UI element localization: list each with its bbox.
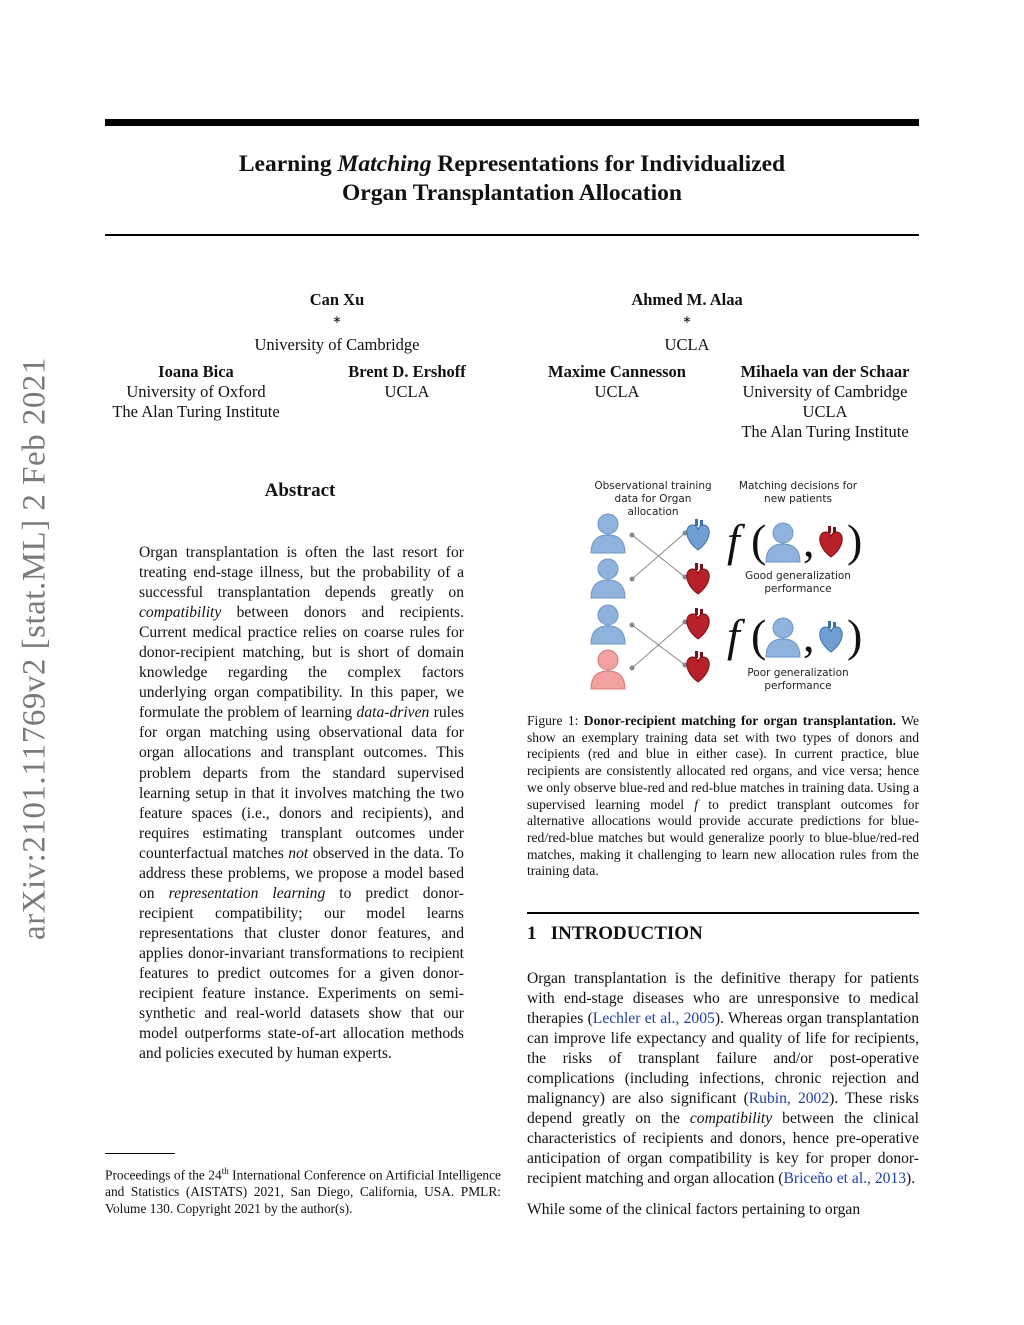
- heart-icon: [687, 563, 709, 594]
- person-icon: [591, 650, 625, 689]
- author-affil: UCLA: [802, 402, 848, 421]
- paper-title: [105, 150, 919, 208]
- abstract-part: Organ transplantation is often the last resort for treating end-stage illness, but the probability of a successful transplantation depends greatly on: [139, 544, 464, 602]
- arxiv-stamp: arXiv:2101.11769v2 [stat.ML] 2 Feb 2021: [16, 357, 53, 940]
- footnote-post: International Conference on Artificial Intelligence and Statistics (AISTATS) 2021, San Diego, California, USA. PMLR: Volume 130. Copyright 2021 by the author(s).: [105, 1167, 501, 1217]
- author-affil: UCLA: [664, 334, 710, 354]
- person-icon: [763, 615, 803, 661]
- title-line1-em: Matching: [337, 151, 432, 177]
- rparen-poor: ): [847, 610, 863, 661]
- abstract-part: rules for organ matching using observational data for organ allocations and transplant outcomes. This problem departs from the standard supervised learning setup in that it involves matching the two feature spaces (i.e., donors and recipients), and requires estimating transplant outcomes under counterfactual matches: [139, 704, 464, 862]
- author-name: Ioana Bica: [158, 362, 234, 381]
- comma-good: ,: [803, 515, 815, 566]
- abstract-part: observed in the data. To address these problems, we propose a model based on: [139, 844, 464, 902]
- caption-label: Figure 1:: [527, 713, 584, 728]
- abstract-em: compatibility: [139, 604, 222, 622]
- author-mark: ∗: [332, 314, 342, 326]
- footnote-sup: th: [221, 1166, 229, 1176]
- footnote: [105, 1163, 501, 1217]
- footnote-pre: Proceedings of the 24: [105, 1167, 222, 1183]
- caption-f: f: [694, 796, 699, 812]
- figure-label-left: Observational training data for Organ allocation: [594, 480, 712, 518]
- connection-lines: [632, 533, 685, 668]
- title-rule-top: [105, 119, 919, 126]
- endpoint-dot: [630, 666, 635, 671]
- author-block-3: [90, 362, 302, 422]
- intro-part: ).: [906, 1170, 916, 1188]
- f-symbol-good: f: [727, 515, 740, 566]
- intro-em: compatibility: [689, 1110, 773, 1128]
- heart-icon: [687, 608, 709, 639]
- author-affil: University of Cambridge: [254, 334, 420, 354]
- caption-text: to predict transplant outcomes for alternative allocations would provide accurate predictions for blue-red/red-blue matches but would generalize poorly to blue-blue/red-red matches, making it challenging to learn new allocation rules from the training data.: [527, 796, 919, 879]
- heart-icon: [687, 519, 709, 550]
- citation-link[interactable]: Lechler et al., 2005: [592, 1010, 715, 1028]
- heart-icon: [815, 522, 847, 562]
- abstract-heading: Abstract: [264, 480, 336, 501]
- caption-text: We show an exemplary training data set with two types of donors and recipients (red and blue in either case). In current practice, blue recipients are consistently allocated red organs, and vice versa; hence we only observe blue-red and red-blue matches in training data. Using a supervised learning model: [527, 713, 919, 812]
- endpoint-dot: [630, 577, 635, 582]
- comma-poor: ,: [803, 610, 815, 661]
- author-block-5: [522, 362, 712, 402]
- author-block-4: [317, 362, 497, 402]
- title-line1-pre: Learning: [238, 151, 338, 177]
- lparen-good: (: [751, 515, 767, 566]
- f-symbol-poor: f: [727, 610, 740, 661]
- training-data-figure: [580, 505, 720, 700]
- match-line: [632, 533, 685, 579]
- title-line2: Organ Transplantation Allocation: [342, 180, 682, 206]
- title-line1-post: Representations for Individualized: [431, 151, 786, 177]
- author-affil: UCLA: [594, 382, 640, 401]
- endpoint-dot: [630, 533, 635, 538]
- abstract-text: [139, 543, 464, 1064]
- author-name: Maxime Cannesson: [548, 362, 686, 381]
- line-endpoints: [630, 531, 688, 671]
- section-heading: 1 INTRODUCTION: [527, 923, 703, 944]
- abstract-em: not: [288, 844, 309, 862]
- intro-paragraph-1: [527, 969, 919, 1190]
- citation-link[interactable]: Rubin, 2002: [748, 1090, 830, 1108]
- label-good-generalization: Good generalization performance: [745, 570, 851, 595]
- author-mark: ∗: [682, 314, 692, 326]
- intro-part: ). Whereas organ transplantation can improve life expectancy and quality of life for recipients, the risks of transplant failure and/or post-operative complications (including infections, chronic rejection and malignancy) are also significant (: [527, 1010, 919, 1108]
- author-affil: University of Oxford: [126, 382, 266, 401]
- heart-icon: [815, 617, 847, 657]
- caption-bold: Donor-recipient matching for organ transplantation.: [583, 713, 897, 728]
- label-poor-generalization: Poor generalization performance: [747, 667, 849, 692]
- title-rule-bottom: [105, 234, 919, 236]
- author-name: Can Xu: [309, 290, 365, 309]
- heart-icon: [687, 651, 709, 682]
- author-affil: University of Cambridge: [742, 382, 908, 401]
- person-icon: [591, 605, 625, 644]
- author-name: Brent D. Ershoff: [348, 362, 466, 381]
- figure-caption: [527, 713, 919, 880]
- intro-part: ). These risks depend greatly on the: [527, 1090, 919, 1128]
- person-icon: [763, 520, 803, 566]
- author-block-6: [718, 362, 932, 442]
- intro-part: Organ transplantation is the definitive therapy for patients with end-stage diseases who are unresponsive to medical therapies (: [527, 970, 919, 1028]
- lparen-poor: (: [751, 610, 767, 661]
- endpoint-dot: [630, 623, 635, 628]
- author-block-1: [187, 290, 487, 355]
- person-icon: [591, 559, 625, 598]
- footnote-rule: [105, 1153, 175, 1154]
- author-name: Ahmed M. Alaa: [631, 290, 743, 309]
- author-name: Mihaela van der Schaar: [740, 362, 910, 381]
- figure-label-right: Matching decisions for new patients: [738, 480, 858, 505]
- section-rule: [527, 912, 919, 914]
- intro-text: [527, 969, 919, 1230]
- author-affil: The Alan Turing Institute: [741, 422, 909, 441]
- abstract-part: between donors and recipients. Current medical practice relies on coarse rules for donor-recipient matching, but is short of domain knowledge regarding the complex factors underlying organ compatibility. In this paper, we formulate the problem of learning: [139, 604, 464, 722]
- intro-part: between the clinical characteristics of recipients and donors, hence pre-operative anticipation of organ compatibility is key for proper donor-recipient matching and organ allocation (: [527, 1110, 919, 1188]
- match-line: [632, 622, 685, 668]
- author-block-2: [537, 290, 837, 355]
- abstract-em: data-driven: [356, 704, 430, 722]
- rparen-good: ): [847, 515, 863, 566]
- author-affil: UCLA: [384, 382, 430, 401]
- abstract-em: representation learning: [168, 884, 326, 902]
- citation-link[interactable]: Briceño et al., 2013: [783, 1170, 907, 1188]
- abstract-part: to predict donor-recipient compatibility; our model learns representations that cluster donor features, and applies donor-invariant transformations to recipient features to predict outcomes for a given donor-recipient feature instance. Experiments on semi-synthetic and real-world datasets show that our model outperforms state-of-art allocation methods and policies executed by human experts.: [139, 884, 464, 1063]
- person-icon: [591, 514, 625, 553]
- intro-paragraph-2: While some of the clinical factors pertaining to organ: [527, 1200, 861, 1218]
- author-affil: The Alan Turing Institute: [112, 402, 280, 421]
